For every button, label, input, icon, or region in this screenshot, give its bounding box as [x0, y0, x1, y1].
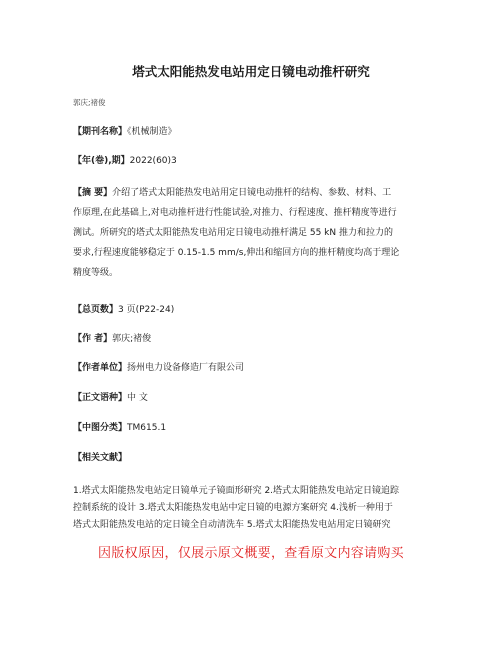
language-value: 中 文	[127, 393, 148, 403]
abstract-line: 测试。所研究的塔式太阳能热发电站用定日镜电动推杆满足 55 kN 推力和拉力的	[73, 228, 393, 238]
pages-label: 【总页数】	[73, 305, 119, 315]
abstract-field	[73, 183, 433, 283]
journal-field	[73, 122, 433, 142]
abstract-line: 精度等级。	[73, 268, 119, 278]
affiliation-value: 扬州电力设备修造厂有限公司	[127, 363, 245, 373]
journal-value: 《机械制造》	[127, 127, 177, 137]
related-line: 控制系统的设计 3.塔式太阳能热发电站中定日镜的电源方案研究 4.浅析一种用于	[73, 503, 393, 513]
pages-value: 3 页(P22-24)	[118, 305, 175, 315]
abstract-line: 要求,行程速度能够稳定于 0.15-1.5 mm/s,伸出和缩回方向的推杆精度均高于理论	[73, 248, 400, 258]
related-label: 【相关文献】	[73, 453, 128, 463]
document-title: 塔式太阳能热发电站用定日镜电动推杆研究	[132, 64, 370, 79]
classification-field	[73, 418, 433, 438]
classification-value: TM615.1	[127, 423, 167, 433]
authors-value: 郭庆;褚俊	[112, 334, 152, 344]
classification-label: 【中图分类】	[73, 423, 128, 433]
affiliation-field	[73, 358, 433, 378]
authors-field	[73, 329, 433, 349]
related-field	[73, 448, 433, 468]
copyright-notice: 因版权原因，仅展示原文概要，查看原文内容请购买	[98, 546, 404, 561]
year-value: 2022(60)3	[129, 156, 177, 166]
abstract-text: 介绍了塔式太阳能热发电站用定日镜电动推杆的结构、参数、材料、工	[112, 188, 392, 198]
authors-label: 【作 者】	[73, 334, 113, 344]
affiliation-label: 【作者单位】	[73, 363, 128, 373]
related-list	[73, 483, 433, 534]
related-line: 塔式太阳能热发电站的定日镜全自动清洗车 5.塔式太阳能热发电站用定日镜研究	[73, 520, 391, 530]
abstract-line	[73, 183, 433, 203]
language-label: 【正文语种】	[73, 393, 128, 403]
journal-label: 【期刊名称】	[73, 127, 128, 137]
related-line: 1.塔式太阳能热发电站定日镜单元子镜面形研究 2.塔式太阳能热发电站定日镜追踪	[73, 486, 400, 496]
authors-line: 郭庆;褚俊	[73, 98, 106, 107]
year-field	[73, 151, 433, 171]
abstract-line: 作原理,在此基础上,对电动推杆进行性能试验,对推力、行程速度、推杆精度等进行	[73, 208, 397, 218]
language-field	[73, 388, 433, 408]
abstract-label: 【摘 要】	[73, 188, 113, 198]
pages-field	[73, 300, 433, 320]
year-label: 【年(卷),期】	[73, 156, 130, 166]
